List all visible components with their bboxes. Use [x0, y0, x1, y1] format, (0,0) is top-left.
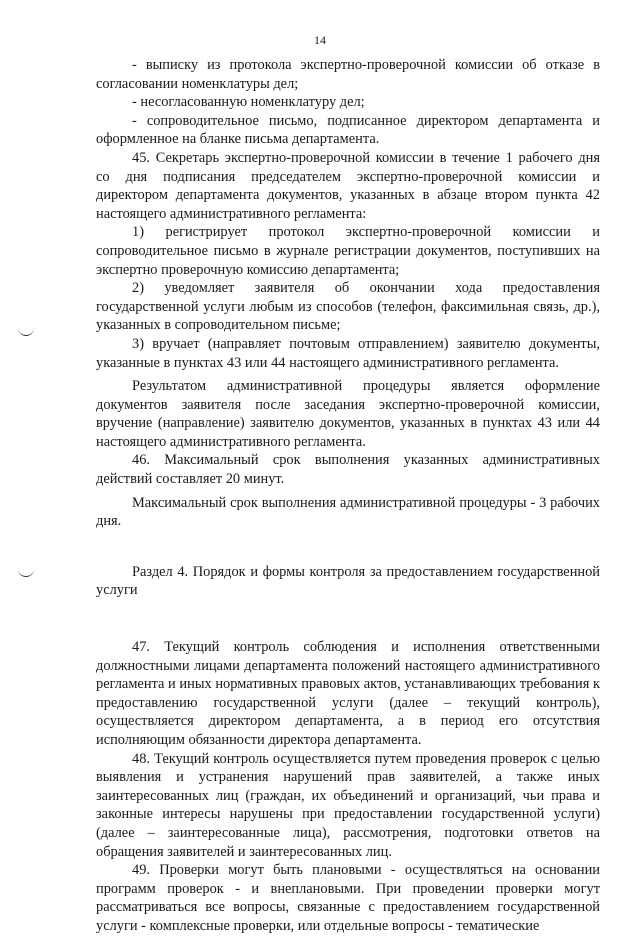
paragraph: - выписку из протокола экспертно-проверочной комиссии об отказе в согласовании номенклатуры дел;: [96, 57, 600, 92]
paragraph: 2) уведомляет заявителя об окончании хода предоставления государственной услуги любым из способов (телефон, факсимильная связь, др.), указанных в сопроводительном письме;: [96, 280, 600, 334]
paragraph: - несогласованную номенклатуру дел;: [132, 94, 365, 111]
paragraph: 46. Максимальный срок выполнения указанных административных действий составляет 20 минут.: [96, 452, 600, 488]
paragraph: 48. Текущий контроль осуществляется путем проведения проверок с целью выявления и устранения нарушений прав заявителей, а также иных заинтересованных лиц (граждан, их объединений и организаций, чьи права и законные интересы нарушены при предоставлении государственной услуги) (далее – заинтересованные лица), рассмотрения, подготовки ответов на обращения заявителей и заинтересованных лиц.: [96, 750, 600, 860]
page-number: 14: [314, 33, 326, 47]
paragraph: - сопроводительное письмо, подписанное директором департамента и оформленное на бланке письма департамента.: [96, 112, 600, 148]
paragraph: Результатом административной процедуры является оформление документов заявителя после заседания экспертно-проверочной комиссии, вручение (направление) заявителю документов, указанных в пунктах 43 или 44 настоящего административного регламента.: [96, 378, 600, 450]
paragraph: 3) вручает (направляет почтовым отправлением) заявителю документы, указанные в пунктах 43 или 44 настоящего административного регламента.: [96, 335, 600, 371]
paragraph: 45. Секретарь экспертно-проверочной комиссии в течение 1 рабочего дня со дня подписания председателем экспертно-проверочной комиссии и директором департамента документов, указанных в абзаце втором пункта 42 настоящего административного регламента:: [96, 149, 600, 222]
paragraph: 47. Текущий контроль соблюдения и исполнения ответственными должностными лицами департамента положений настоящего административного регламента и иных нормативных правовых актов, устанавливающих требования к предоставлению государственной услуги (далее – текущий контроль), осуществляется директором департамента, а в период его отсутствия исполняющим обязанности директора департамента.: [96, 639, 600, 748]
binding-mark: [18, 566, 34, 577]
paragraph: 49. Проверки могут быть плановыми - осуществляться на основании программ проверок - и внеплановыми. При проведении проверки могут рассматриваться все вопросы, связанные с предоставлением государственной услуги - комплексные проверки, или отдельные вопросы - тематические: [96, 862, 600, 934]
paragraph: Максимальный срок выполнения административной процедуры - 3 рабочих дня.: [96, 494, 600, 530]
document-body: [96, 56, 600, 936]
paragraph: 1) регистрирует протокол экспертно-проверочной комиссии и сопроводительное письмо в журнале регистрации документов, поступивших на экспертно проверочную комиссию департамента;: [96, 224, 600, 278]
section-heading: Раздел 4. Порядок и формы контроля за предоставлением государственной услуги: [96, 563, 600, 599]
binding-mark: [18, 325, 34, 336]
